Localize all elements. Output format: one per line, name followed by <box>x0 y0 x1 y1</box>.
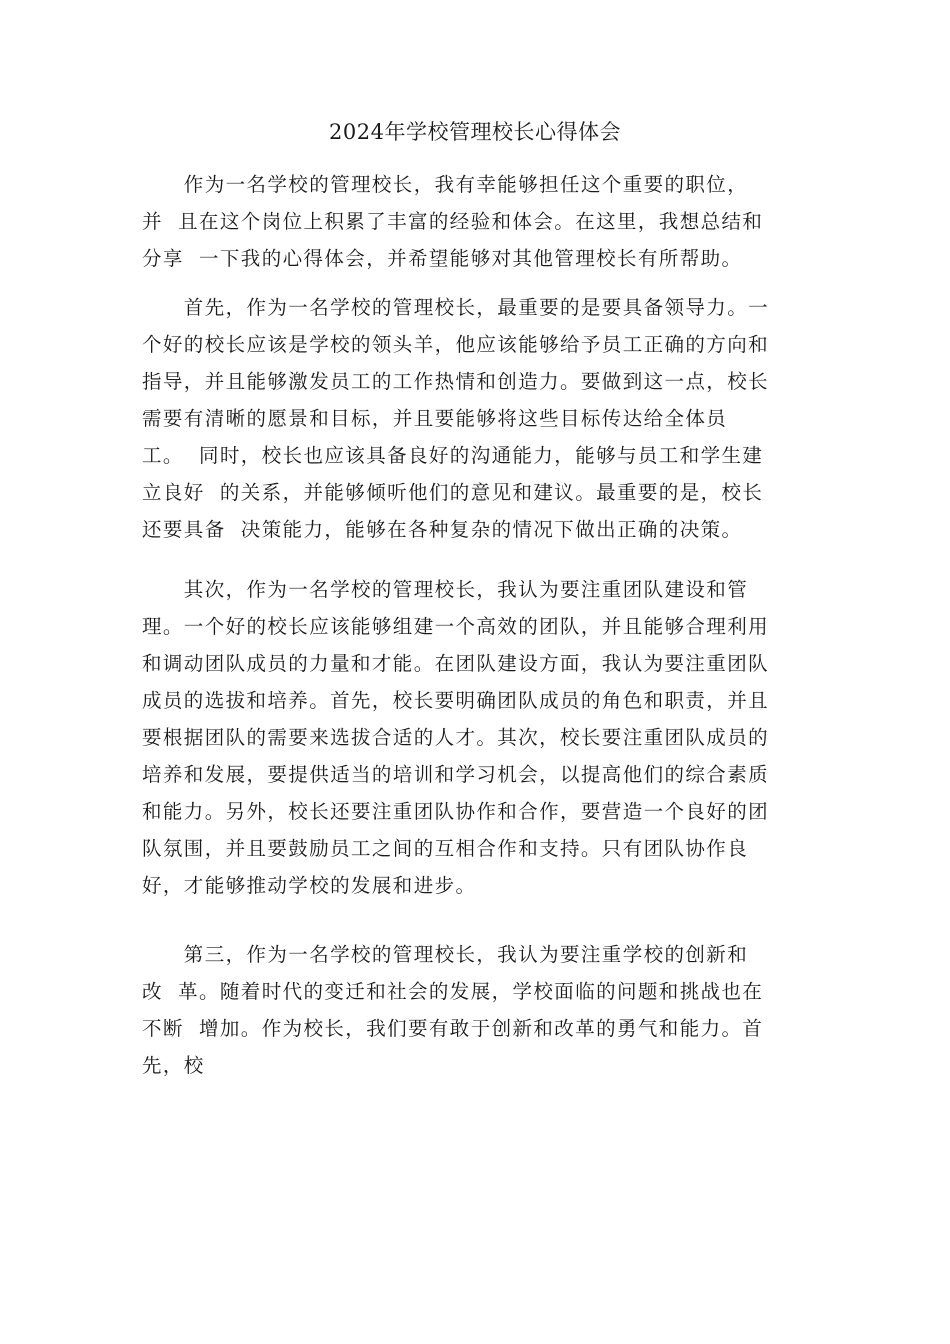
text-line: 指导，并且能够激发员工的工作热情和创造力。要做到这一点，校长 <box>142 370 770 393</box>
text-line: 作为一名学校的管理校长，我有幸能够担任这个重要的职位， <box>142 173 749 196</box>
text-line: 理。一个好的校长应该能够组建一个高效的团队，并且能够合理利用 <box>142 615 770 638</box>
text-line: 需要有清晰的愿景和目标，并且要能够将这些目标传达给全体员 <box>142 407 728 430</box>
document-title: 2024年学校管理校长心得体会 <box>329 120 621 144</box>
text-line: 分享 一下我的心得体会，并希望能够对其他管理校长有所帮助。 <box>142 247 743 270</box>
text-line: 立良好 的关系，并能够倾听他们的意见和建议。最重要的是，校长 <box>142 481 764 504</box>
text-line: 其次，作为一名学校的管理校长，我认为要注重团队建设和管 <box>142 578 749 601</box>
text-line: 首先，作为一名学校的管理校长，最重要的是要具备领导力。一 <box>142 296 770 319</box>
text-line: 个好的校长应该是学校的领头羊，他应该能够给予员工正确的方向和 <box>142 333 770 356</box>
text-line: 第三，作为一名学校的管理校长，我认为要注重学校的创新和 <box>142 943 749 966</box>
text-line: 工。 同时，校长也应该具备良好的沟通能力，能够与员工和学生建 <box>142 444 764 467</box>
text-line: 不断 增加。作为校长，我们要有敢于创新和改革的勇气和能力。首 <box>142 1017 764 1040</box>
text-line: 要根据团队的需要来选拔合适的人才。其次，校长要注重团队成员的 <box>142 726 770 749</box>
text-line: 还要具备 决策能力，能够在各种复杂的情况下做出正确的决策。 <box>142 518 743 541</box>
text-line: 队氛围，并且要鼓励员工之间的互相合作和支持。只有团队协作良 <box>142 837 749 860</box>
text-line: 改 革。随着时代的变迁和社会的发展，学校面临的问题和挑战也在 <box>142 980 764 1003</box>
text-line: 培养和发展，要提供适当的培训和学习机会，以提高他们的综合素质 <box>142 763 770 786</box>
text-line: 先，校 <box>142 1054 205 1077</box>
text-line: 成员的选拔和培养。首先，校长要明确团队成员的角色和职责，并且 <box>142 689 770 712</box>
text-line: 好，才能够推动学校的发展和进步。 <box>142 874 477 897</box>
text-line: 并 且在这个岗位上积累了丰富的经验和体会。在这里，我想总结和 <box>142 210 764 233</box>
text-line: 和能力。另外，校长还要注重团队协作和合作，要营造一个良好的团 <box>142 800 770 823</box>
text-line: 和调动团队成员的力量和才能。在团队建设方面，我认为要注重团队 <box>142 652 770 675</box>
